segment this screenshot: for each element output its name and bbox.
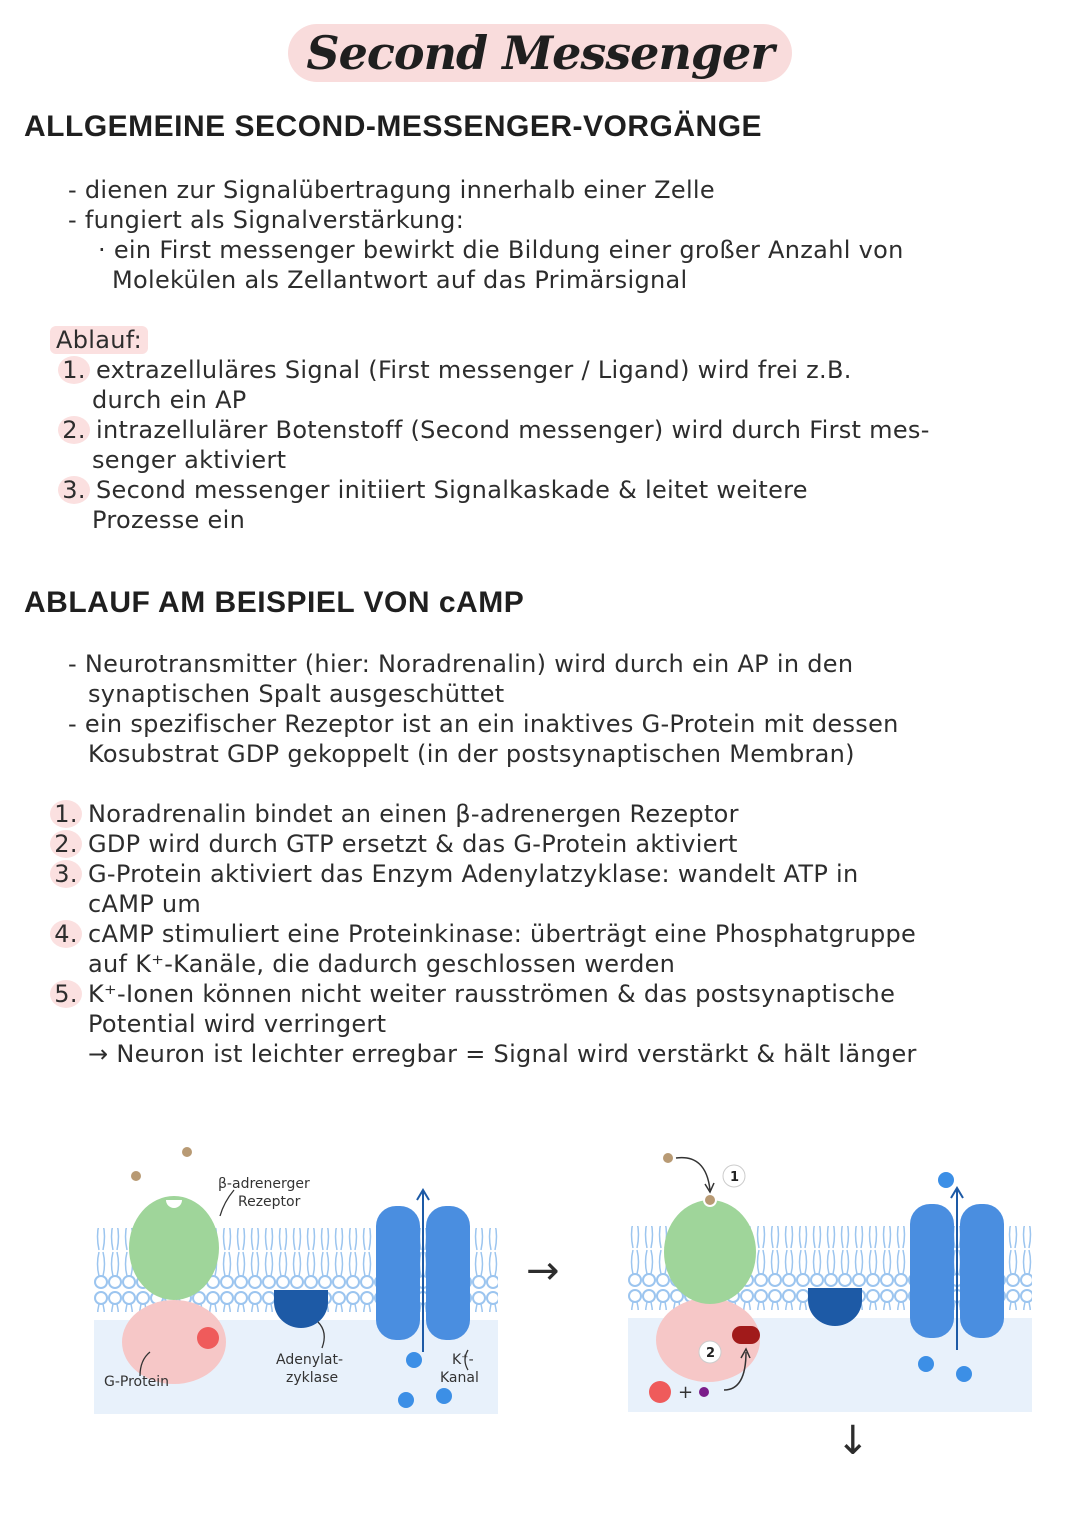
section1-subbullet-2: Molekülen als Zellantwort auf das Primärsignal — [112, 266, 688, 294]
noradrenalin-molecule — [663, 1153, 673, 1163]
ablauf-step-2-cont: senger aktiviert — [92, 446, 287, 474]
camp-step-4-cont: auf K⁺-Kanäle, die dadurch geschlossen werden — [88, 950, 676, 978]
gtp-molecule — [732, 1326, 760, 1344]
step-text: Noradrenalin bindet an einen β-adrenergen Rezeptor — [88, 800, 739, 828]
bound-noradrenalin — [704, 1194, 716, 1206]
k-ion — [918, 1356, 934, 1372]
receptor-shape — [129, 1196, 219, 1300]
k-ion — [956, 1366, 972, 1382]
k-channel-right — [960, 1204, 1004, 1338]
step-number: 2. — [50, 830, 82, 858]
label-receptor-2: Rezeptor — [238, 1194, 301, 1210]
section1-subbullet-1: · ein First messenger bewirkt die Bildung einer großer Anzahl von — [98, 236, 904, 264]
ablauf-label — [50, 326, 148, 354]
k-channel-left — [910, 1204, 954, 1338]
marker-2: 2 — [706, 1346, 716, 1361]
marker-1: 1 — [730, 1170, 740, 1185]
label-adenylat-2: zyklase — [286, 1370, 339, 1386]
ablauf-step-1 — [58, 356, 852, 384]
camp-step-2 — [50, 830, 738, 858]
ablauf-step-3-cont: Prozesse ein — [92, 506, 246, 534]
step-number: 4. — [50, 920, 82, 948]
gdp-molecule — [197, 1327, 219, 1349]
camp-step-5 — [50, 980, 895, 1008]
step-text: G-Protein aktiviert das Enzym Adenylatzyklase: wandelt ATP in — [88, 860, 859, 888]
section2-bullet-2: - ein spezifischer Rezeptor ist an ein inaktives G-Protein mit dessen — [68, 710, 899, 738]
ablauf-label-text: Ablauf: — [50, 326, 148, 354]
label-kanal-2: Kanal — [440, 1370, 479, 1386]
label-gprotein: G-Protein — [104, 1374, 169, 1390]
section1-bullet-2: - fungiert als Signalverstärkung: — [68, 206, 465, 234]
section2-heading: ABLAUF AM BEISPIEL VON cAMP — [24, 586, 525, 619]
label-kanal: K⁺- — [452, 1352, 474, 1368]
step-number: 3. — [58, 476, 90, 504]
step-number: 1. — [50, 800, 82, 828]
ablauf-step-1-cont: durch ein AP — [92, 386, 247, 414]
k-channel-right — [426, 1206, 470, 1340]
step-text: K⁺-Ionen können nicht weiter rausströmen & das postsynaptische — [88, 980, 896, 1008]
phosphate-molecule — [699, 1387, 709, 1397]
step-text: Second messenger initiiert Signalkaskade & leitet weitere — [96, 476, 808, 504]
section2-bullet-1: - Neurotransmitter (hier: Noradrenalin) wird durch ein AP in den — [68, 650, 854, 678]
right-arrow-icon: → — [526, 1248, 560, 1294]
k-ion — [398, 1392, 414, 1408]
k-channel-left — [376, 1206, 420, 1340]
step-number: 5. — [50, 980, 82, 1008]
noradrenalin-molecule — [182, 1147, 192, 1157]
diagram-before — [94, 1130, 498, 1414]
camp-step-4 — [50, 920, 916, 948]
ablauf-step-3 — [58, 476, 808, 504]
section2-bullet-1-cont: synaptischen Spalt ausgeschüttet — [88, 680, 505, 708]
step-text: intrazellulärer Botenstoff (Second messenger) wird durch First mes- — [96, 416, 930, 444]
step-number: 2. — [58, 416, 90, 444]
label-adenylat: Adenylat- — [276, 1352, 343, 1368]
conclusion: → Neuron ist leichter erregbar = Signal wird verstärkt & hält länger — [88, 1040, 917, 1068]
camp-step-1 — [50, 800, 739, 828]
k-ion — [938, 1172, 954, 1188]
section1-heading: ALLGEMEINE SECOND-MESSENGER-VORGÄNGE — [24, 110, 763, 143]
k-ion — [406, 1352, 422, 1368]
step-text: GDP wird durch GTP ersetzt & das G-Protein aktiviert — [88, 830, 738, 858]
ablauf-step-2 — [58, 416, 930, 444]
page-title: Second Messenger — [288, 24, 791, 82]
noradrenalin-molecule — [131, 1171, 141, 1181]
gdp-molecule — [649, 1381, 671, 1403]
down-arrow-icon: ↓ — [836, 1418, 870, 1464]
k-ion — [436, 1388, 452, 1404]
section2-bullet-2-cont: Kosubstrat GDP gekoppelt (in der postsynaptischen Membran) — [88, 740, 855, 768]
label-receptor: β-adrenerger — [218, 1176, 310, 1192]
camp-step-3-cont: cAMP um — [88, 890, 202, 918]
camp-step-3 — [50, 860, 859, 888]
section1-bullet-1: - dienen zur Signalübertragung innerhalb einer Zelle — [68, 176, 715, 204]
title-wrap — [0, 24, 1080, 82]
receptor-shape — [664, 1200, 756, 1304]
step-number: 1. — [58, 356, 90, 384]
step-text: extrazelluläres Signal (First messenger / Ligand) wird frei z.B. — [96, 356, 852, 384]
step-number: 3. — [50, 860, 82, 888]
step-text: cAMP stimuliert eine Proteinkinase: überträgt eine Phosphatgruppe — [88, 920, 917, 948]
plus-sign: + — [678, 1382, 694, 1403]
camp-step-5-cont: Potential wird verringert — [88, 1010, 387, 1038]
diagram-after — [628, 1128, 1032, 1412]
